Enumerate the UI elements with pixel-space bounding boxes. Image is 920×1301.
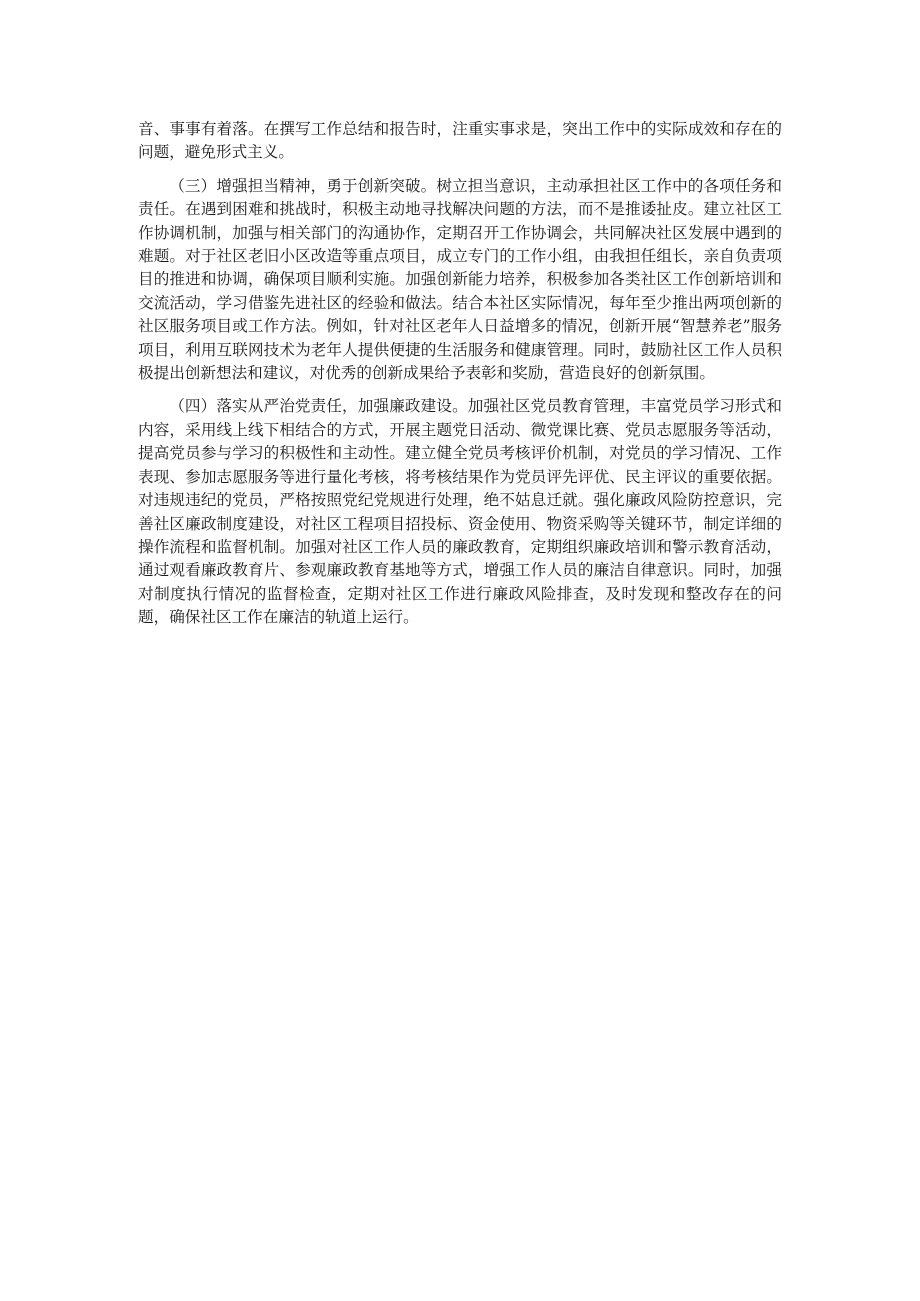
paragraph-section-4: （四）落实从严治党责任，加强廉政建设。加强社区党员教育管理，丰富党员学习形式和内容，采用线上线下相结合的方式，开展主题党日活动、微党课比赛、党员志愿服务等活动，提高党员参与学习的积极性和主动性。建立健全党员考核评价机制，对党员的学习情况、工作表现、参加志愿服务等进行量化考核，将考核结果作为党员评先评优、民主评议的重要依据。对违规违纪的党员，严格按照党纪党规进行处理，绝不姑息迁就。强化廉政风险防控意识，完善社区廉政制度建设，对社区工程项目招投标、资金使用、物资采购等关键环节，制定详细的操作流程和监督机制。加强对社区工作人员的廉政教育，定期组织廉政培训和警示教育活动，通过观看廉政教育片、参观廉政教育基地等方式，增强工作人员的廉洁自律意识。同时，加强对制度执行情况的监督检查，定期对社区工作进行廉政风险排查，及时发现和整改存在的问题，确保社区工作在廉洁的轨道上运行。: [138, 397, 782, 627]
paragraph-section-3: （三）增强担当精神，勇于创新突破。树立担当意识，主动承担社区工作中的各项任务和责任。在遇到困难和挑战时，积极主动地寻找解决问题的方法，而不是推诿扯皮。建立社区工作协调机制，加强与相关部门的沟通协作，定期召开工作协调会，共同解决社区发展中遇到的难题。对于社区老旧小区改造等重点项目，成立专门的工作小组，由我担任组长，亲自负责项目的推进和协调，确保项目顺利实施。加强创新能力培养，积极参加各类社区工作创新培训和交流活动，学习借鉴先进社区的经验和做法。结合本社区实际情况，每年至少推出两项创新的社区服务项目或工作方法。例如，针对社区老年人日益增多的情况，创新开展“智慧养老”服务项目，利用互联网技术为老年人提供便捷的生活服务和健康管理。同时，鼓励社区工作人员积极提出创新想法和建议，对优秀的创新成果给予表彰和奖励，营造良好的创新氛围。: [138, 176, 782, 383]
document-page: [138, 118, 782, 640]
paragraph-continuation: 音、事事有着落。在撰写工作总结和报告时，注重实事求是，突出工作中的实际成效和存在的问题，避免形式主义。: [138, 120, 782, 162]
